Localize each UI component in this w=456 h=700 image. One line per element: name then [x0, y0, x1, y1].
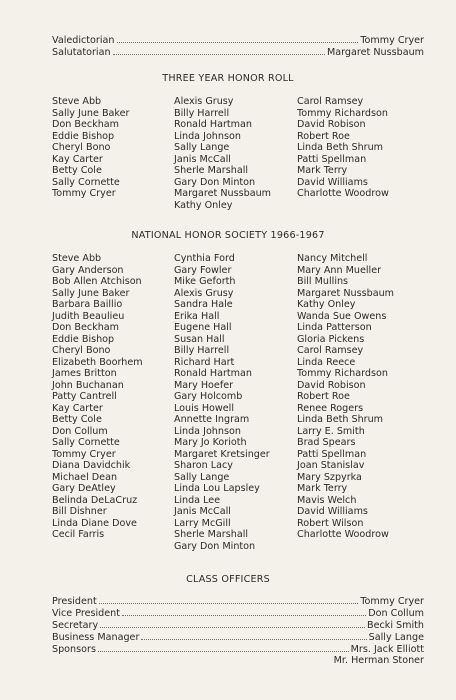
- salutatorian-label: Salutatorian: [52, 47, 111, 58]
- nhs-name: Cecil Farris: [52, 529, 105, 540]
- nhs-name: James Britton: [52, 368, 117, 379]
- nhs-name: Don Beckham: [52, 322, 120, 333]
- nhs-name: Sharon Lacy: [174, 460, 233, 471]
- nhs-name: Betty Cole: [52, 414, 102, 425]
- officer-row: [52, 631, 424, 643]
- nhs-name: Janis McCall: [174, 506, 231, 517]
- honor-roll-list: [52, 96, 432, 211]
- nhs-name: Gary Don Minton: [174, 540, 256, 552]
- salutatorian-name: Margaret Nussbaum: [327, 47, 424, 58]
- nhs-name: Sherle Marshall: [174, 529, 249, 540]
- honor-roll-name: Gary Don Minton: [174, 176, 256, 188]
- valedictorian-label: Valedictorian: [52, 35, 115, 46]
- dot-leader: [98, 643, 349, 652]
- nhs-name: Tommy Cryer: [52, 448, 116, 460]
- nhs-name: Patti Spellman: [297, 448, 367, 460]
- sponsor-name-extra: Mr. Herman Stoner: [333, 655, 424, 666]
- honor-roll-name: Cheryl Bono: [52, 142, 111, 153]
- nhs-name: Gary Anderson: [52, 264, 124, 276]
- honor-roll-name: Tommy Richardson: [297, 107, 388, 119]
- honor-roll-name: David Robison: [297, 119, 366, 130]
- nhs-name: Joan Stanislav: [297, 460, 365, 471]
- officer-row: [52, 595, 424, 607]
- salutatorian-row: [52, 46, 424, 58]
- officer-name: Mrs. Jack Elliott: [350, 644, 424, 655]
- nhs-column-1: [52, 253, 174, 552]
- nhs-name: Don Collum: [52, 425, 108, 437]
- nhs-name: Linda Beth Shrum: [297, 414, 384, 425]
- honor-roll-name: Linda Beth Shrum: [297, 142, 384, 153]
- honor-roll-name: Sally Lange: [174, 142, 230, 153]
- nhs-name: Mark Terry: [297, 483, 348, 494]
- honor-roll-name: Eddie Bishop: [52, 130, 115, 142]
- nhs-name: Belinda DeLaCruz: [52, 494, 138, 506]
- honor-roll-name: Kathy Onley: [174, 199, 233, 211]
- nhs-name: Mike Geforth: [174, 276, 236, 287]
- officer-title: Sponsors: [52, 644, 96, 655]
- honor-roll-name: Mark Terry: [297, 165, 348, 176]
- nhs-name: Larry E. Smith: [297, 425, 365, 437]
- nhs-name: Gary Fowler: [174, 264, 232, 276]
- dot-leader: [100, 619, 365, 628]
- dot-leader: [99, 595, 359, 604]
- nhs-name: Annette Ingram: [174, 414, 250, 425]
- nhs-name: Brad Spears: [297, 437, 356, 448]
- honor-roll-name: Tommy Cryer: [52, 188, 116, 199]
- officer-name: Don Collum: [368, 608, 424, 619]
- nhs-name: Bill Mullins: [297, 276, 349, 287]
- nhs-name: Michael Dean: [52, 471, 118, 483]
- nhs-name: Margaret Nussbaum: [297, 287, 394, 299]
- honor-roll-name: Ronald Hartman: [174, 119, 252, 130]
- honor-roll-name: Robert Roe: [297, 130, 350, 142]
- honor-roll-name: Patti Spellman: [297, 153, 367, 165]
- nhs-name: Kay Carter: [52, 402, 103, 414]
- nhs-name: John Buchanan: [52, 379, 124, 391]
- dot-leader: [117, 34, 359, 43]
- honor-roll-title: THREE YEAR HONOR ROLL: [162, 73, 294, 84]
- nhs-name: Judith Beaulieu: [52, 310, 125, 322]
- nhs-name: Billy Harrell: [174, 345, 230, 356]
- honor-roll-name: Linda Johnson: [174, 130, 241, 142]
- officer-row: [52, 643, 424, 655]
- officer-row: [52, 607, 424, 619]
- dot-leader: [122, 607, 366, 616]
- honor-roll-name: Steve Abb: [52, 96, 102, 107]
- nhs-name: David Robison: [297, 379, 366, 391]
- nhs-name: Erika Hall: [174, 310, 220, 322]
- nhs-name: Sandra Hale: [174, 299, 233, 310]
- officer-name: Becki Smith: [367, 620, 424, 631]
- nhs-name: Cynthia Ford: [174, 253, 235, 264]
- honor-roll-name: Sally June Baker: [52, 107, 130, 119]
- nhs-name: Eddie Bishop: [52, 333, 115, 345]
- nhs-name: Sally Cornette: [52, 437, 120, 448]
- nhs-name: Kathy Onley: [297, 299, 356, 310]
- honor-roll-column-1: [52, 96, 174, 211]
- nhs-title: NATIONAL HONOR SOCIETY 1966-1967: [131, 230, 325, 241]
- honor-roll-name: David Williams: [297, 176, 368, 188]
- honor-roll-name: Janis McCall: [174, 153, 231, 165]
- honor-roll-name: Billy Harrell: [174, 107, 230, 119]
- valedictorian-name: Tommy Cryer: [360, 35, 424, 46]
- nhs-list: [52, 253, 432, 552]
- nhs-name: Larry McGill: [174, 517, 231, 529]
- nhs-name: Patty Cantrell: [52, 391, 117, 402]
- nhs-name: Gloria Pickens: [297, 333, 365, 345]
- nhs-name: Linda Lou Lapsley: [174, 483, 260, 494]
- honor-roll-column-2: [174, 96, 297, 211]
- nhs-name: Robert Roe: [297, 391, 350, 402]
- nhs-name: Robert Wilson: [297, 517, 364, 529]
- nhs-name: Linda Lee: [174, 494, 221, 506]
- honor-roll-name: Charlotte Woodrow: [297, 188, 389, 199]
- officer-name: Sally Lange: [368, 632, 424, 643]
- officer-title: Vice President: [52, 608, 120, 619]
- valedictorian-row: [52, 34, 424, 46]
- dot-leader: [141, 631, 366, 640]
- nhs-name: Mary Szpyrka: [297, 471, 362, 483]
- honor-roll-name: Alexis Grusy: [174, 96, 234, 107]
- nhs-name: Tommy Richardson: [297, 368, 388, 379]
- nhs-name: Richard Hart: [174, 356, 235, 368]
- nhs-name: Steve Abb: [52, 253, 102, 264]
- nhs-name: Mary Ann Mueller: [297, 264, 382, 276]
- nhs-name: Carol Ramsey: [297, 345, 364, 356]
- nhs-column-3: [297, 253, 432, 552]
- nhs-name: Charlotte Woodrow: [297, 529, 389, 540]
- nhs-name: Barbara Baillio: [52, 299, 123, 310]
- nhs-name: Bill Dishner: [52, 506, 107, 517]
- nhs-name: Alexis Grusy: [174, 287, 234, 299]
- nhs-column-2: [174, 253, 297, 552]
- nhs-name: Gary DeAtley: [52, 483, 116, 494]
- nhs-name: Sally June Baker: [52, 287, 130, 299]
- nhs-name: Wanda Sue Owens: [297, 310, 387, 322]
- honor-roll-name: Carol Ramsey: [297, 96, 364, 107]
- nhs-name: Bob Allen Atchison: [52, 276, 142, 287]
- nhs-name: Mary Jo Korioth: [174, 437, 247, 448]
- nhs-name: Cheryl Bono: [52, 345, 111, 356]
- honor-roll-name: Margaret Nussbaum: [174, 188, 271, 199]
- honor-roll-name: Sherle Marshall: [174, 165, 249, 176]
- officer-title: Secretary: [52, 620, 99, 631]
- nhs-name: Linda Diane Dove: [52, 517, 137, 529]
- nhs-name: Margaret Kretsinger: [174, 448, 270, 460]
- nhs-name: Mavis Welch: [297, 494, 357, 506]
- officer-title: President: [52, 596, 97, 607]
- nhs-name: Linda Reece: [297, 356, 356, 368]
- officer-row: [52, 619, 424, 631]
- nhs-name: David Williams: [297, 506, 368, 517]
- honor-roll-name: Kay Carter: [52, 153, 103, 165]
- officer-name: Tommy Cryer: [360, 596, 424, 607]
- nhs-name: Nancy Mitchell: [297, 253, 368, 264]
- nhs-name: Sally Lange: [174, 471, 230, 483]
- nhs-name: Louis Howell: [174, 402, 235, 414]
- nhs-name: Ronald Hartman: [174, 368, 252, 379]
- nhs-name: Diana Davidchik: [52, 460, 131, 471]
- honor-roll-name: Betty Cole: [52, 165, 102, 176]
- officer-title: Business Manager: [52, 632, 140, 643]
- honor-roll-name: Don Beckham: [52, 119, 120, 130]
- officers-title: CLASS OFFICERS: [186, 574, 270, 585]
- honor-roll-column-3: [297, 96, 432, 211]
- nhs-name: Eugene Hall: [174, 322, 232, 333]
- nhs-name: Gary Holcomb: [174, 391, 243, 402]
- nhs-name: Elizabeth Boorhem: [52, 356, 143, 368]
- nhs-name: Linda Johnson: [174, 425, 241, 437]
- dot-leader: [113, 46, 325, 55]
- honor-roll-name: Sally Cornette: [52, 176, 120, 188]
- nhs-name: Mary Hoefer: [174, 379, 234, 391]
- nhs-name: Susan Hall: [174, 333, 225, 345]
- nhs-name: Linda Patterson: [297, 322, 372, 333]
- nhs-name: Renee Rogers: [297, 402, 364, 414]
